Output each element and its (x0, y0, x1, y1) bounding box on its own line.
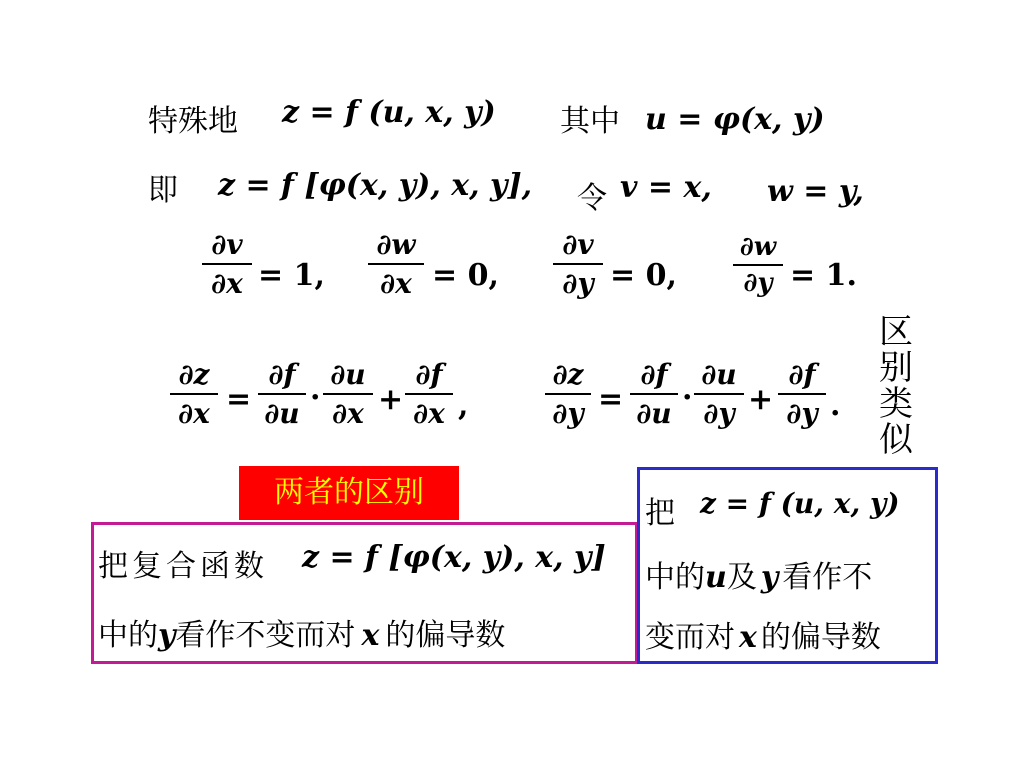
fraction-dw-dy: ∂w ∂y (733, 232, 783, 298)
dot-operator: · (682, 380, 693, 415)
formula-u-phi: u = φ(x, y) (645, 102, 825, 137)
text-where: 其中 (560, 104, 620, 139)
blue-box-formula: z = f (u, x, y) (700, 487, 900, 520)
comma-end: , (458, 388, 469, 423)
derivative-value-1: = 1, (258, 258, 325, 293)
fraction-df-du: ∂f ∂u (258, 358, 306, 430)
plus-sign: + (378, 382, 404, 417)
equals-sign: = (226, 382, 252, 417)
derivative-value-2: = 0, (432, 258, 499, 293)
formula-z-f-u-x-y: z = f (u, x, y) (282, 95, 496, 130)
blue-box-text-3: 变而对 x 的偏导数 (645, 620, 881, 655)
plus-sign: + (748, 382, 774, 417)
pink-box-formula: z = f [φ(x, y), x, y] (302, 540, 606, 575)
text-let: 令 (577, 181, 607, 216)
text-namely: 即 (148, 173, 178, 208)
equals-sign: = (598, 382, 624, 417)
fraction-df-du: ∂f ∂u (630, 358, 678, 430)
derivative-value-4: = 1. (790, 258, 857, 293)
blue-box-text-1: 把 (645, 496, 675, 531)
side-note-vertical: 区 别 类 似 (879, 312, 913, 460)
fraction-dw-dx: ∂w ∂x (368, 228, 424, 300)
pink-box-text-1: 把复合函数 (98, 549, 268, 584)
fraction-dz-dx: ∂z ∂x (170, 358, 218, 430)
fraction-du-dy: ∂u ∂y (694, 358, 744, 430)
fraction-dv-dy: ∂v ∂y (553, 228, 603, 300)
text-specially: 特殊地 (148, 104, 238, 139)
derivative-value-3: = 0, (610, 258, 677, 293)
formula-w-equals-y: w = y, (767, 174, 864, 209)
pink-box-text-2: 中的y看作不变而对 x 的偏导数 (98, 618, 506, 653)
period-end: . (830, 388, 841, 423)
fraction-df-dy: ∂f ∂y (778, 358, 826, 430)
formula-v-equals-x: v = x, (620, 170, 712, 205)
dot-operator: · (310, 380, 321, 415)
fraction-df-dx: ∂f ∂x (405, 358, 453, 430)
blue-box-text-2: 中的u及 y 看作不 (645, 560, 873, 595)
difference-label: 两者的区别 (239, 466, 459, 520)
formula-z-composite: z = f [φ(x, y), x, y], (218, 168, 533, 203)
fraction-dz-dy: ∂z ∂y (545, 358, 591, 430)
fraction-dv-dx: ∂v ∂x (202, 228, 252, 300)
fraction-du-dx: ∂u ∂x (323, 358, 373, 430)
